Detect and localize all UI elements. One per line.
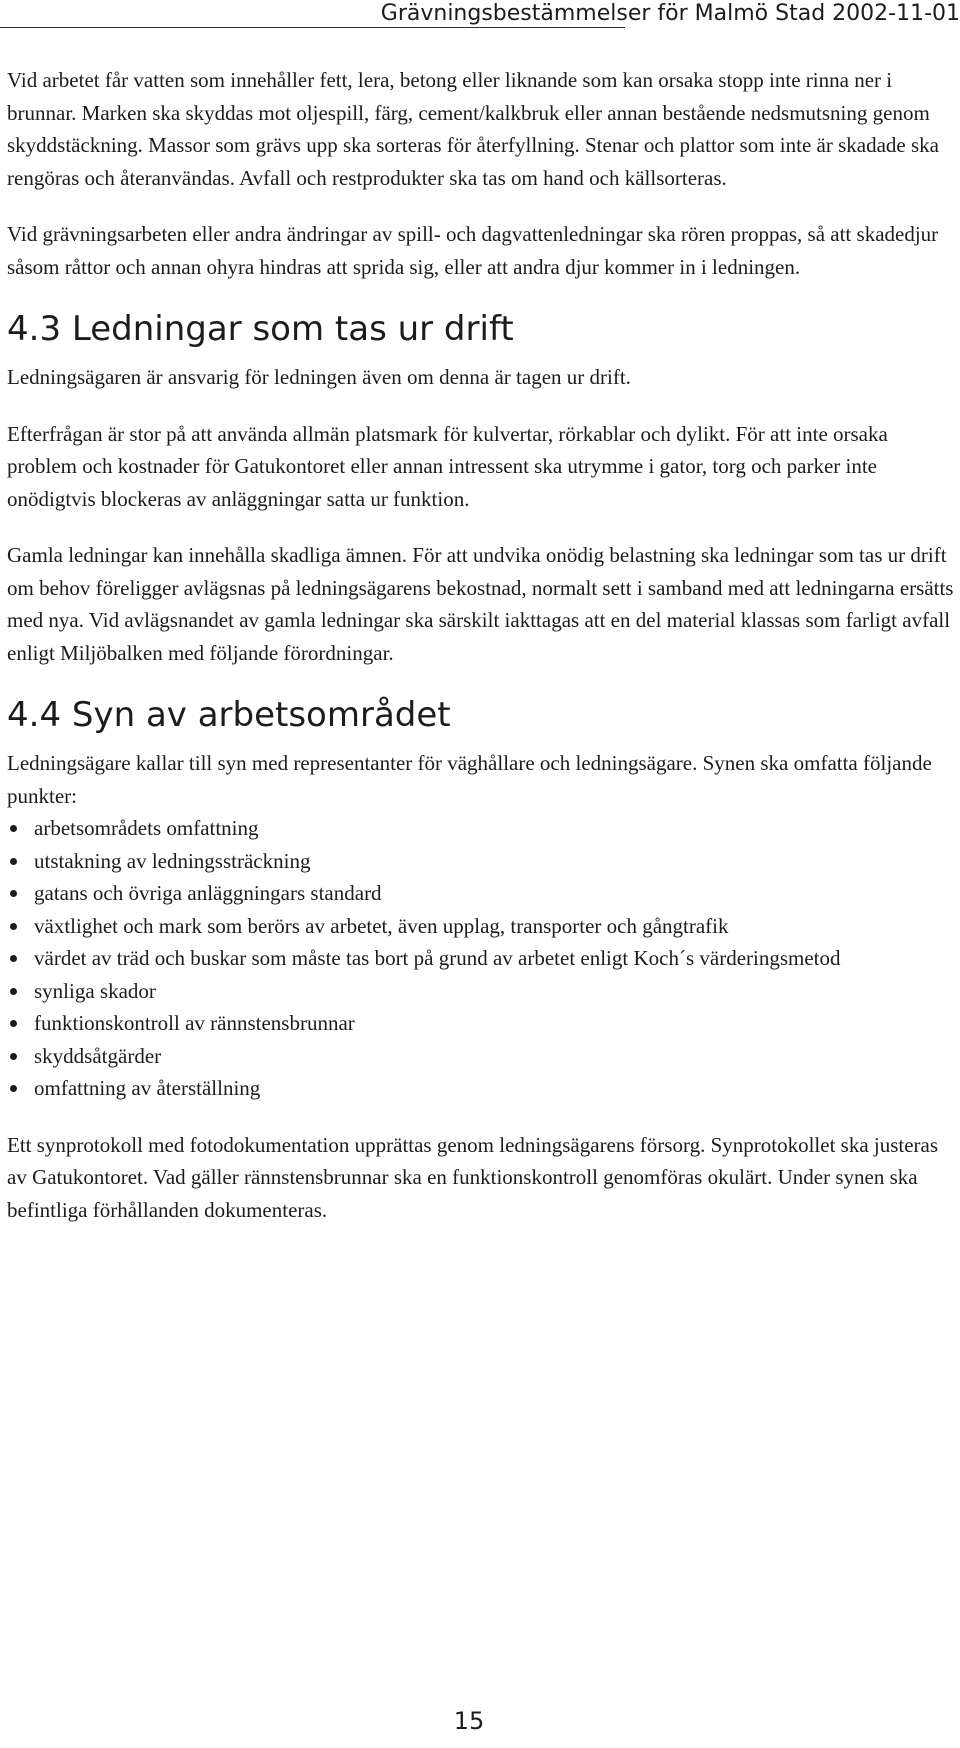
paragraph: Vid arbetet får vatten som innehåller fett, lera, betong eller liknande som kan orsaka stopp inte rinna ner i brunnar. Marken ska skyddas mot oljespill, färg, cement/kalkbruk eller annan bestående nedsmutsning genom skyddstäckning. Massor som grävs upp ska sorteras för återfyllning. Stenar och plattor som inte är skadade ska rengöras och återanvändas. Avfall och restprodukter ska tas om hand och källsorteras. [7,68,939,190]
bullet-list [7,812,955,1105]
paragraph: Gamla ledningar kan innehålla skadliga ämnen. För att undvika onödig belastning ska ledningar som tas ur drift om behov föreligger avlägsnas på ledningsägarens bekostnad, normalt sett i samband med att ledningarna ersätts med nya. Vid avlägsnandet av gamla ledningar ska särskilt iakttagas att en del material klassas som farligt avfall enligt Miljöbalken med följande förordningar. [7,543,954,665]
section-heading-4-3: 4.3 Ledningar som tas ur drift [7,309,514,349]
document-title: Grävningsbestämmelser för Malmö Stad 2002-11-01 [380,1,960,26]
list-item: arbetsområdets omfattning [7,812,955,845]
page-content [7,64,955,1250]
page-number: 15 [453,1707,485,1735]
paragraph: Ledningsägaren är ansvarig för ledningen även om denna är tagen ur drift. [7,365,631,389]
list-item: funktionskontroll av rännstensbrunnar [7,1007,955,1040]
list-item: synliga skador [7,975,955,1008]
list-item: växtlighet och mark som berörs av arbetet, även upplag, transporter och gångtrafik [7,910,955,943]
list-item: gatans och övriga anläggningars standard [7,877,955,910]
paragraph: Vid grävningsarbeten eller andra ändringar av spill- och dagvattenledningar ska rören proppas, så att skadedjur såsom råttor och annan ohyra hindras att sprida sig, eller att andra djur kommer in i ledningen. [7,222,939,279]
list-item: värdet av träd och buskar som måste tas bort på grund av arbetet enligt Koch´s värderingsmetod [7,942,955,975]
list-item: skyddsåtgärder [7,1040,955,1073]
paragraph: Ett synprotokoll med fotodokumentation upprättas genom ledningsägarens försorg. Synprotokollet ska justeras av Gatukontoret. Vad gäller rännstensbrunnar ska en funktionskontroll genomföras okulärt. Under synen ska befintliga förhållanden dokumenteras. [7,1132,939,1222]
list-item: utstakning av ledningssträckning [7,845,955,878]
section-heading-4-4: 4.4 Syn av arbetsområdet [7,695,451,735]
paragraph: Efterfrågan är stor på att använda allmän platsmark för kulvertar, rörkablar och dylikt. För att inte orsaka problem och kostnader för Gatukontoret eller annan intressent ska utrymme i gator, torg och parker inte onödigtvis blockeras av anläggningar satta ur funktion. [7,421,888,511]
section-intro: Ledningsägare kallar till syn med representanter för väghållare och ledningsägare. Synen ska omfatta följande punkter: [7,751,932,808]
list-item: omfattning av återställning [7,1072,955,1105]
page-header [0,0,960,40]
